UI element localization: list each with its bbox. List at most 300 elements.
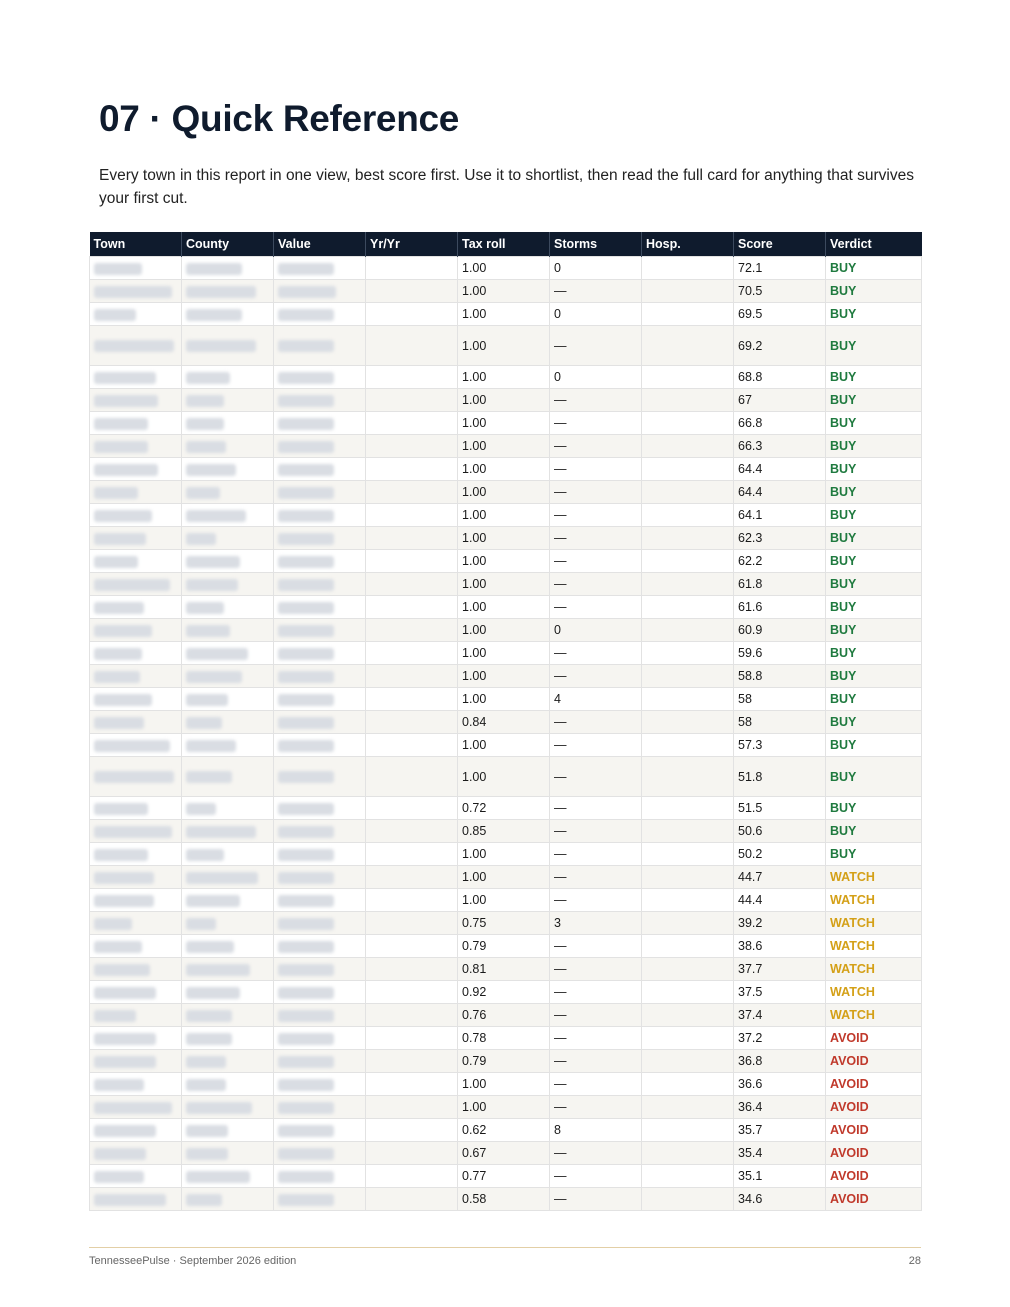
cell-tax-roll: 1.00: [458, 550, 550, 573]
cell-yr-yr: [366, 481, 458, 504]
redacted-text: [186, 1171, 250, 1183]
redacted-text: [94, 694, 152, 706]
cell-score: 69.5: [734, 303, 826, 326]
cell-tax-roll: 1.00: [458, 889, 550, 912]
cell-storms: —: [550, 527, 642, 550]
cell-score: 60.9: [734, 619, 826, 642]
redacted-text: [278, 826, 334, 838]
cell-storms: —: [550, 642, 642, 665]
redacted-text: [278, 441, 334, 453]
cell-value: [274, 389, 366, 412]
cell-score: 36.4: [734, 1096, 826, 1119]
redacted-text: [186, 1033, 232, 1045]
cell-yr-yr: [366, 326, 458, 366]
cell-county: [182, 366, 274, 389]
redacted-text: [94, 740, 170, 752]
cell-county: [182, 596, 274, 619]
cell-tax-roll: 0.92: [458, 981, 550, 1004]
cell-storms: —: [550, 1027, 642, 1050]
redacted-text: [278, 895, 334, 907]
redacted-text: [278, 941, 334, 953]
redacted-text: [186, 309, 242, 321]
cell-tax-roll: 1.00: [458, 665, 550, 688]
cell-town: [90, 481, 182, 504]
cell-yr-yr: [366, 550, 458, 573]
cell-value: [274, 573, 366, 596]
cell-town: [90, 1165, 182, 1188]
cell-hosp: [642, 1027, 734, 1050]
col-header-county: County: [182, 232, 274, 257]
cell-storms: —: [550, 458, 642, 481]
cell-yr-yr: [366, 711, 458, 734]
cell-value: [274, 326, 366, 366]
redacted-text: [278, 1125, 334, 1137]
cell-town: [90, 596, 182, 619]
cell-town: [90, 389, 182, 412]
redacted-text: [94, 340, 174, 352]
cell-tax-roll: 1.00: [458, 366, 550, 389]
cell-storms: 8: [550, 1119, 642, 1142]
table-row: [90, 1142, 922, 1165]
redacted-text: [278, 340, 334, 352]
redacted-text: [278, 464, 334, 476]
col-header-tax-roll: Tax roll: [458, 232, 550, 257]
redacted-text: [186, 1194, 222, 1206]
cell-verdict: BUY: [826, 303, 922, 326]
table-row: [90, 1004, 922, 1027]
cell-storms: —: [550, 935, 642, 958]
cell-town: [90, 573, 182, 596]
redacted-text: [186, 717, 222, 729]
table-row: [90, 688, 922, 711]
cell-county: [182, 1027, 274, 1050]
cell-value: [274, 866, 366, 889]
cell-county: [182, 958, 274, 981]
cell-value: [274, 1142, 366, 1165]
cell-yr-yr: [366, 1119, 458, 1142]
cell-tax-roll: 0.81: [458, 958, 550, 981]
cell-town: [90, 303, 182, 326]
cell-storms: —: [550, 958, 642, 981]
footer-divider: [89, 1247, 921, 1248]
redacted-text: [94, 1033, 156, 1045]
cell-town: [90, 935, 182, 958]
cell-town: [90, 458, 182, 481]
redacted-text: [186, 895, 240, 907]
table-row: [90, 280, 922, 303]
cell-value: [274, 1073, 366, 1096]
cell-storms: —: [550, 550, 642, 573]
cell-yr-yr: [366, 527, 458, 550]
cell-county: [182, 1188, 274, 1211]
cell-yr-yr: [366, 1004, 458, 1027]
col-header-value: Value: [274, 232, 366, 257]
redacted-text: [278, 533, 334, 545]
cell-storms: —: [550, 504, 642, 527]
table-row: [90, 820, 922, 843]
footer-edition: TennesseePulse · September 2026 edition: [89, 1255, 297, 1267]
cell-verdict: BUY: [826, 843, 922, 866]
redacted-text: [186, 395, 224, 407]
cell-score: 44.7: [734, 866, 826, 889]
cell-tax-roll: 1.00: [458, 458, 550, 481]
cell-storms: —: [550, 280, 642, 303]
redacted-text: [94, 987, 156, 999]
cell-verdict: BUY: [826, 550, 922, 573]
table-row: [90, 843, 922, 866]
redacted-text: [278, 372, 334, 384]
cell-hosp: [642, 1050, 734, 1073]
redacted-text: [186, 694, 228, 706]
page-title: 07 · Quick Reference: [99, 98, 460, 139]
cell-verdict: BUY: [826, 504, 922, 527]
cell-hosp: [642, 326, 734, 366]
cell-tax-roll: 1.00: [458, 412, 550, 435]
cell-hosp: [642, 1004, 734, 1027]
cell-verdict: BUY: [826, 458, 922, 481]
cell-score: 61.6: [734, 596, 826, 619]
cell-value: [274, 412, 366, 435]
redacted-text: [94, 771, 174, 783]
table-row: [90, 1027, 922, 1050]
redacted-text: [186, 1010, 232, 1022]
cell-storms: —: [550, 1050, 642, 1073]
redacted-text: [278, 803, 334, 815]
cell-county: [182, 1165, 274, 1188]
cell-town: [90, 1027, 182, 1050]
cell-verdict: WATCH: [826, 866, 922, 889]
cell-value: [274, 1188, 366, 1211]
cell-tax-roll: 1.00: [458, 1073, 550, 1096]
redacted-text: [278, 510, 334, 522]
cell-town: [90, 1073, 182, 1096]
cell-tax-roll: 0.78: [458, 1027, 550, 1050]
cell-town: [90, 642, 182, 665]
cell-score: 37.2: [734, 1027, 826, 1050]
col-header-verdict: Verdict: [826, 232, 922, 257]
redacted-text: [94, 849, 148, 861]
cell-town: [90, 981, 182, 1004]
cell-tax-roll: 1.00: [458, 326, 550, 366]
cell-yr-yr: [366, 303, 458, 326]
cell-value: [274, 665, 366, 688]
table-row: [90, 550, 922, 573]
cell-tax-roll: 1.00: [458, 866, 550, 889]
cell-score: 36.6: [734, 1073, 826, 1096]
cell-score: 34.6: [734, 1188, 826, 1211]
cell-county: [182, 481, 274, 504]
cell-town: [90, 866, 182, 889]
redacted-text: [186, 510, 246, 522]
cell-value: [274, 1096, 366, 1119]
redacted-text: [278, 286, 336, 298]
redacted-text: [278, 309, 334, 321]
cell-town: [90, 912, 182, 935]
redacted-text: [186, 441, 226, 453]
cell-tax-roll: 0.75: [458, 912, 550, 935]
cell-hosp: [642, 843, 734, 866]
redacted-text: [278, 771, 334, 783]
cell-score: 35.4: [734, 1142, 826, 1165]
cell-verdict: BUY: [826, 412, 922, 435]
col-header-hosp: Hosp.: [642, 232, 734, 257]
cell-county: [182, 280, 274, 303]
cell-score: 58: [734, 711, 826, 734]
redacted-text: [278, 740, 334, 752]
cell-yr-yr: [366, 619, 458, 642]
redacted-text: [278, 625, 334, 637]
cell-value: [274, 889, 366, 912]
cell-town: [90, 257, 182, 280]
cell-verdict: BUY: [826, 573, 922, 596]
cell-verdict: BUY: [826, 665, 922, 688]
redacted-text: [278, 1171, 334, 1183]
redacted-text: [94, 671, 140, 683]
cell-yr-yr: [366, 688, 458, 711]
cell-verdict: AVOID: [826, 1050, 922, 1073]
cell-county: [182, 1050, 274, 1073]
redacted-text: [94, 1125, 156, 1137]
cell-storms: —: [550, 981, 642, 1004]
cell-storms: —: [550, 326, 642, 366]
cell-yr-yr: [366, 412, 458, 435]
cell-yr-yr: [366, 843, 458, 866]
cell-town: [90, 820, 182, 843]
cell-county: [182, 843, 274, 866]
cell-score: 35.7: [734, 1119, 826, 1142]
redacted-text: [186, 602, 224, 614]
cell-value: [274, 481, 366, 504]
cell-score: 36.8: [734, 1050, 826, 1073]
cell-verdict: AVOID: [826, 1142, 922, 1165]
redacted-text: [94, 1079, 144, 1091]
cell-score: 68.8: [734, 366, 826, 389]
redacted-text: [94, 648, 142, 660]
cell-score: 66.3: [734, 435, 826, 458]
cell-verdict: BUY: [826, 280, 922, 303]
cell-storms: —: [550, 734, 642, 757]
table-header-row: [90, 232, 922, 257]
cell-town: [90, 843, 182, 866]
redacted-text: [278, 964, 334, 976]
cell-hosp: [642, 257, 734, 280]
table-row: [90, 642, 922, 665]
redacted-text: [186, 263, 242, 275]
cell-hosp: [642, 1119, 734, 1142]
cell-hosp: [642, 866, 734, 889]
redacted-text: [94, 1148, 146, 1160]
redacted-text: [278, 263, 334, 275]
cell-verdict: AVOID: [826, 1188, 922, 1211]
cell-score: 64.4: [734, 481, 826, 504]
table-row: [90, 1050, 922, 1073]
cell-storms: 0: [550, 619, 642, 642]
cell-yr-yr: [366, 935, 458, 958]
cell-hosp: [642, 596, 734, 619]
cell-value: [274, 1004, 366, 1027]
redacted-text: [278, 418, 334, 430]
cell-tax-roll: 0.79: [458, 1050, 550, 1073]
cell-storms: 0: [550, 303, 642, 326]
cell-yr-yr: [366, 866, 458, 889]
cell-storms: —: [550, 412, 642, 435]
cell-storms: 3: [550, 912, 642, 935]
cell-score: 67: [734, 389, 826, 412]
cell-verdict: BUY: [826, 820, 922, 843]
cell-yr-yr: [366, 389, 458, 412]
cell-county: [182, 688, 274, 711]
redacted-text: [186, 987, 240, 999]
cell-value: [274, 981, 366, 1004]
redacted-text: [186, 826, 256, 838]
cell-verdict: BUY: [826, 757, 922, 797]
cell-tax-roll: 0.76: [458, 1004, 550, 1027]
cell-storms: —: [550, 1165, 642, 1188]
cell-tax-roll: 1.00: [458, 481, 550, 504]
cell-storms: —: [550, 866, 642, 889]
cell-hosp: [642, 665, 734, 688]
cell-hosp: [642, 366, 734, 389]
redacted-text: [94, 395, 158, 407]
table-row: [90, 389, 922, 412]
cell-town: [90, 1050, 182, 1073]
cell-hosp: [642, 550, 734, 573]
cell-storms: —: [550, 596, 642, 619]
redacted-text: [278, 1056, 334, 1068]
redacted-text: [94, 263, 142, 275]
cell-town: [90, 527, 182, 550]
redacted-text: [94, 441, 148, 453]
cell-storms: —: [550, 481, 642, 504]
table-row: [90, 596, 922, 619]
cell-value: [274, 596, 366, 619]
redacted-text: [94, 418, 148, 430]
cell-hosp: [642, 619, 734, 642]
cell-hosp: [642, 1142, 734, 1165]
cell-verdict: AVOID: [826, 1096, 922, 1119]
cell-verdict: BUY: [826, 435, 922, 458]
table-row: [90, 527, 922, 550]
redacted-text: [186, 771, 232, 783]
cell-tax-roll: 1.00: [458, 1096, 550, 1119]
cell-county: [182, 257, 274, 280]
cell-yr-yr: [366, 280, 458, 303]
cell-county: [182, 1073, 274, 1096]
cell-yr-yr: [366, 820, 458, 843]
redacted-text: [94, 1056, 156, 1068]
cell-tax-roll: 1.00: [458, 504, 550, 527]
redacted-text: [94, 602, 144, 614]
cell-county: [182, 527, 274, 550]
cell-verdict: BUY: [826, 257, 922, 280]
redacted-text: [278, 1194, 334, 1206]
cell-score: 64.1: [734, 504, 826, 527]
redacted-text: [186, 340, 256, 352]
redacted-text: [94, 487, 138, 499]
cell-tax-roll: 0.72: [458, 797, 550, 820]
col-header-score: Score: [734, 232, 826, 257]
cell-score: 61.8: [734, 573, 826, 596]
redacted-text: [278, 1102, 334, 1114]
redacted-text: [278, 648, 334, 660]
redacted-text: [186, 1125, 228, 1137]
cell-value: [274, 935, 366, 958]
cell-town: [90, 504, 182, 527]
cell-hosp: [642, 504, 734, 527]
redacted-text: [94, 309, 136, 321]
cell-hosp: [642, 711, 734, 734]
cell-storms: —: [550, 797, 642, 820]
cell-storms: —: [550, 1142, 642, 1165]
redacted-text: [278, 1079, 334, 1091]
table-row: [90, 481, 922, 504]
cell-tax-roll: 0.79: [458, 935, 550, 958]
redacted-text: [278, 556, 334, 568]
redacted-text: [186, 556, 240, 568]
table-row: [90, 734, 922, 757]
redacted-text: [94, 556, 138, 568]
redacted-text: [94, 717, 144, 729]
cell-value: [274, 711, 366, 734]
cell-tax-roll: 1.00: [458, 389, 550, 412]
redacted-text: [186, 418, 224, 430]
table-row: [90, 889, 922, 912]
cell-score: 35.1: [734, 1165, 826, 1188]
cell-storms: —: [550, 1188, 642, 1211]
table-row: [90, 458, 922, 481]
cell-verdict: BUY: [826, 642, 922, 665]
cell-town: [90, 1096, 182, 1119]
cell-score: 72.1: [734, 257, 826, 280]
cell-tax-roll: 1.00: [458, 573, 550, 596]
cell-score: 58.8: [734, 665, 826, 688]
cell-verdict: BUY: [826, 711, 922, 734]
cell-value: [274, 1165, 366, 1188]
cell-yr-yr: [366, 458, 458, 481]
cell-tax-roll: 0.62: [458, 1119, 550, 1142]
cell-county: [182, 1004, 274, 1027]
redacted-text: [186, 487, 220, 499]
cell-verdict: BUY: [826, 527, 922, 550]
cell-county: [182, 981, 274, 1004]
table-row: [90, 366, 922, 389]
col-header-town: Town: [90, 232, 182, 257]
redacted-text: [94, 895, 154, 907]
cell-verdict: BUY: [826, 596, 922, 619]
page-number: 28: [908, 1255, 921, 1267]
redacted-text: [278, 1148, 334, 1160]
cell-score: 59.6: [734, 642, 826, 665]
redacted-text: [94, 1194, 166, 1206]
cell-storms: —: [550, 889, 642, 912]
table-row: [90, 1119, 922, 1142]
table-row: [90, 866, 922, 889]
cell-hosp: [642, 412, 734, 435]
cell-tax-roll: 1.00: [458, 642, 550, 665]
cell-hosp: [642, 389, 734, 412]
cell-hosp: [642, 688, 734, 711]
redacted-text: [186, 1079, 226, 1091]
cell-value: [274, 1050, 366, 1073]
cell-hosp: [642, 280, 734, 303]
redacted-text: [186, 918, 216, 930]
redacted-text: [278, 487, 334, 499]
cell-town: [90, 889, 182, 912]
cell-county: [182, 1119, 274, 1142]
cell-town: [90, 435, 182, 458]
redacted-text: [94, 464, 158, 476]
cell-county: [182, 1142, 274, 1165]
